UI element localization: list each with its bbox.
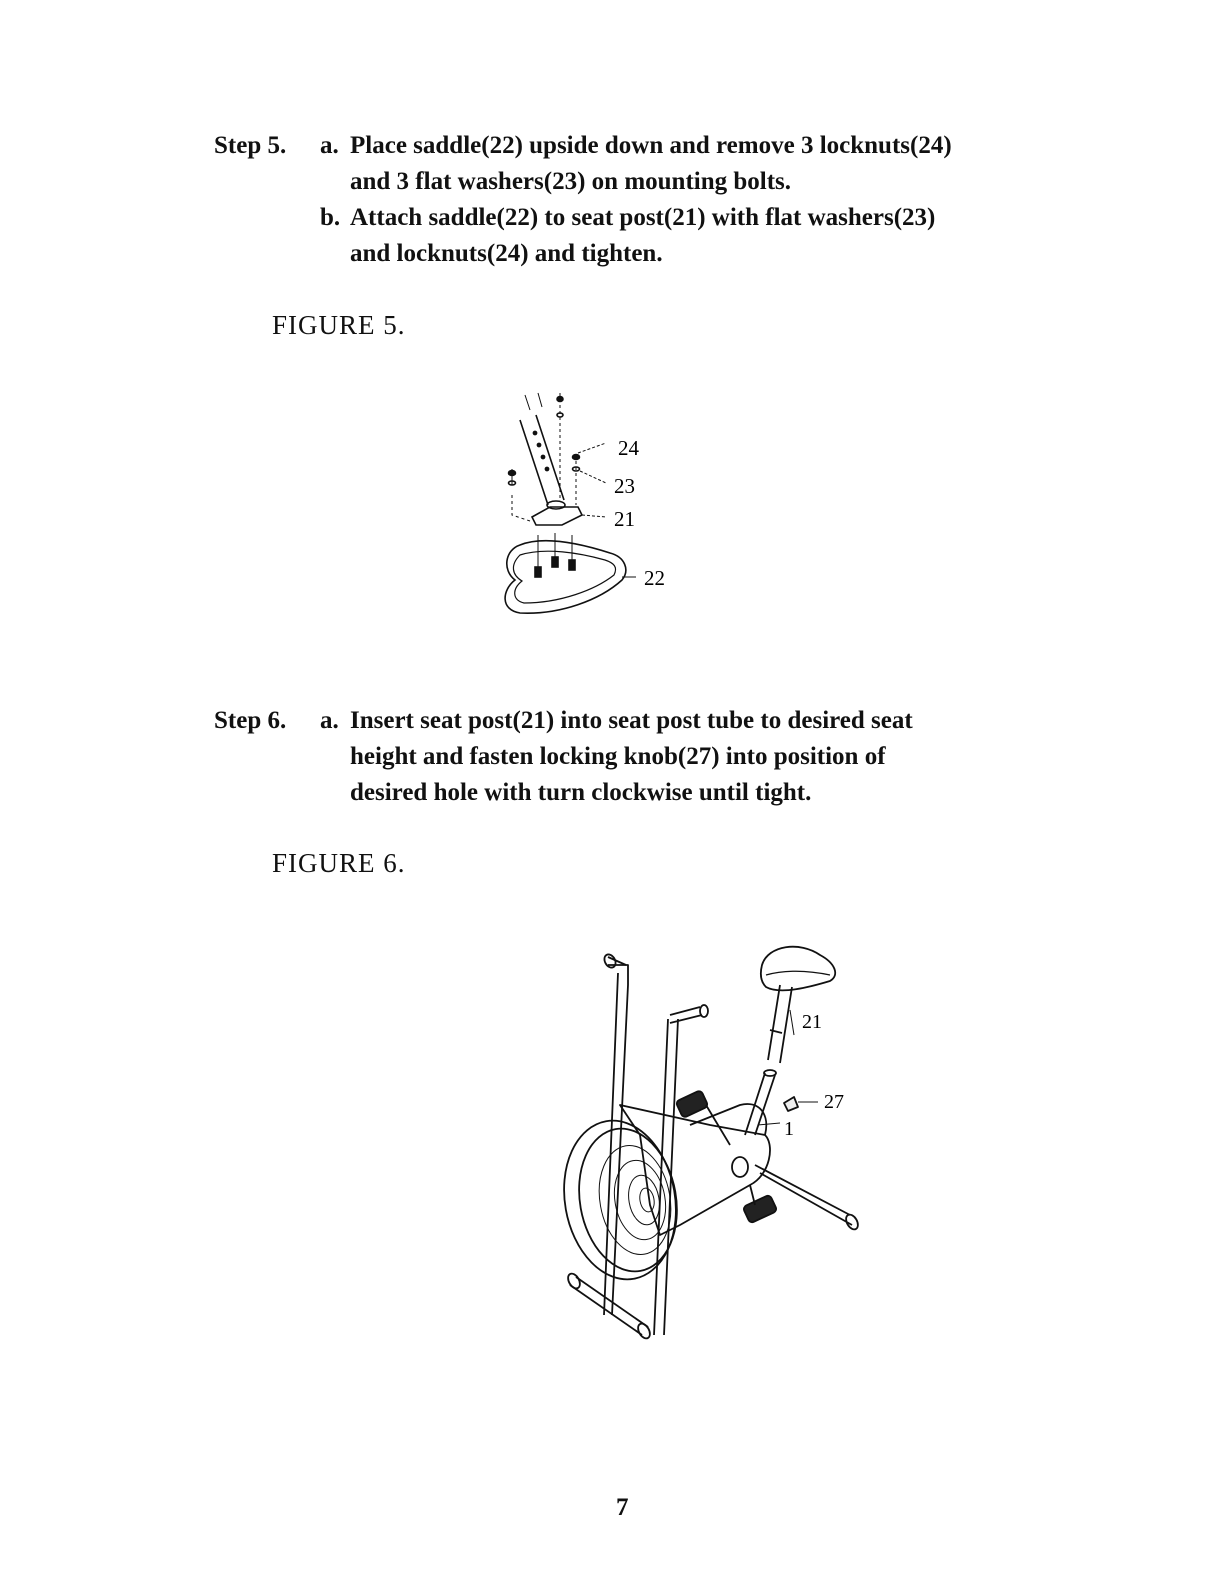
- locking-knob-drawing: [784, 1097, 798, 1111]
- step5-a-line2: and 3 flat washers(23) on mounting bolts.: [350, 168, 792, 195]
- figure5-callout-24: 24: [618, 436, 639, 460]
- step6-a-marker: a.: [320, 707, 339, 734]
- step5-b-marker: b.: [320, 204, 341, 231]
- step6-a-line2: height and fasten locking knob(27) into position of: [350, 743, 886, 770]
- figure6-callout-27: 27: [824, 1091, 844, 1113]
- step5-b-line1: Attach saddle(22) to seat post(21) with flat washers(23): [350, 204, 936, 231]
- step5-a-line1: Place saddle(22) upside down and remove 3 locknuts(24): [350, 132, 952, 159]
- figure5-callout-21: 21: [614, 507, 635, 531]
- step6-a-line1: Insert seat post(21) into seat post tube to desired seat: [350, 707, 913, 734]
- figure6-callout-21: 21: [802, 1011, 822, 1033]
- right-pedal-drawing: [743, 1195, 778, 1224]
- figure5-callout-22: 22: [644, 566, 665, 590]
- step6-a-line3: desired hole with turn clockwise until tight.: [350, 779, 812, 806]
- figure5-callout-23: 23: [614, 474, 635, 498]
- left-pedal-drawing: [676, 1090, 709, 1118]
- step5-label: Step 5.: [214, 132, 287, 159]
- figure6-bike-diagram: [540, 935, 880, 1345]
- left-handlebar-drawing: [604, 965, 628, 1315]
- seat-post-drawing: [768, 985, 792, 1063]
- step5-a-marker: a.: [320, 132, 339, 159]
- figure5-title: FIGURE 5.: [272, 310, 406, 340]
- figure5-saddle-diagram: [490, 385, 690, 635]
- step5-b-line2: and locknuts(24) and tighten.: [350, 240, 663, 267]
- saddle-drawing: [761, 947, 835, 991]
- figure6-title: FIGURE 6.: [272, 848, 406, 878]
- right-handlebar-drawing: [654, 1007, 702, 1335]
- figure6-callout-1: 1: [784, 1118, 794, 1140]
- page-number: 7: [616, 1494, 629, 1521]
- front-stabilizer-drawing: [570, 1277, 648, 1335]
- rear-stabilizer-drawing: [755, 1165, 852, 1225]
- seat-post-drawing: [520, 415, 564, 505]
- step6-label: Step 6.: [214, 707, 287, 734]
